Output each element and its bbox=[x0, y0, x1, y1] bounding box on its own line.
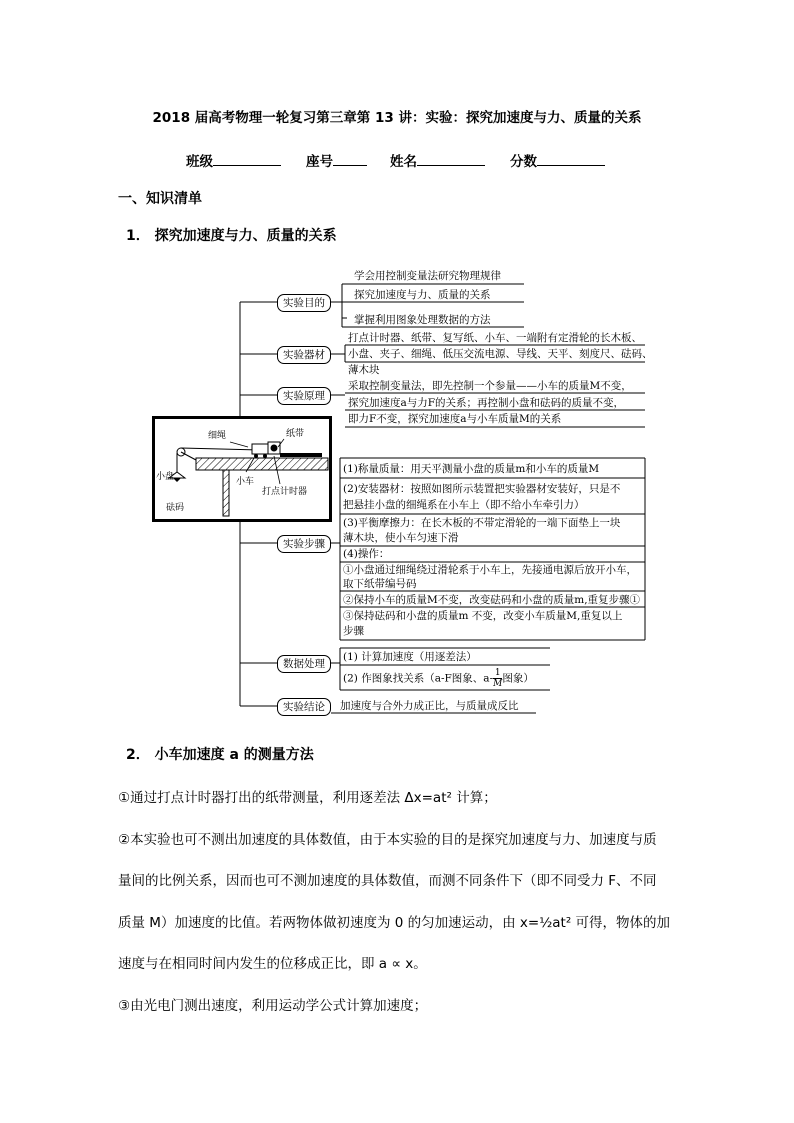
equipment-line-3: 薄木块 bbox=[348, 364, 380, 376]
purpose-item-1: 学会用控制变量法研究物理规律 bbox=[354, 270, 501, 282]
seat-label: 座号 bbox=[306, 154, 333, 170]
tape-icon bbox=[280, 453, 322, 457]
purpose-item-2: 探究加速度与力、质量的关系 bbox=[354, 289, 491, 301]
paragraph-5: 速度与在相同时间内发生的位移成正比，即 a ∝ x。 bbox=[118, 956, 427, 972]
section-1-heading: 一、知识清单 bbox=[118, 191, 202, 207]
subsection-2-heading: 2． 小车加速度 a 的测量方法 bbox=[126, 747, 314, 763]
principle-node: 实验原理 bbox=[277, 387, 331, 405]
step-2-line-1: (2)安装器材：按照如图所示装置把实验器材安装好，只是不 bbox=[343, 483, 621, 495]
equipment-node: 实验器材 bbox=[277, 346, 331, 364]
data-item-2-text: (2) 作图象找关系（a-F图象、a- bbox=[343, 672, 494, 685]
label-tape: 纸带 bbox=[286, 429, 305, 439]
step-4c-line-2: 步骤 bbox=[343, 625, 364, 637]
step-4: (4)操作： bbox=[343, 548, 390, 560]
step-4a-line-1: ①小盘通过细绳绕过滑轮系于小车上，先接通电源后放开小车， bbox=[343, 564, 637, 576]
step-4b: ②保持小车的质量M不变，改变砝码和小盘的质量m,重复步骤① bbox=[343, 594, 641, 606]
equipment-line-1: 打点计时器、纸带、复写纸、小车、一端附有定滑轮的长木板、 bbox=[348, 332, 642, 344]
fraction-1-over-M bbox=[493, 668, 502, 689]
board bbox=[196, 458, 328, 470]
step-3-line-1: (3)平衡摩擦力：在长木板的不带定滑轮的一端下面垫上一块 bbox=[343, 517, 621, 529]
step-1: (1)称量质量：用天平测量小盘的质量m和小车的质量M bbox=[343, 463, 600, 475]
purpose-node: 实验目的 bbox=[277, 294, 331, 312]
step-4c-line-1: ③保持砝码和小盘的质量m 不变，改变小车质量M,重复以上 bbox=[343, 610, 623, 622]
data-item-2 bbox=[343, 668, 534, 689]
label-weight: 砝码 bbox=[166, 503, 185, 513]
step-4a-line-2: 取下纸带编号码 bbox=[343, 578, 417, 590]
data-item-1: (1) 计算加速度（用逐差法） bbox=[343, 651, 477, 663]
paragraph-2: ②本实验也可不测出加速度的具体数值，由于本实验的目的是探究加速度与力、加速度与质 bbox=[118, 832, 657, 848]
fraction-numerator: 1 bbox=[494, 668, 501, 678]
paragraph-3: 量间的比例关系，因而也可不测加速度的具体数值，而测不同条件下（即不同受力 F、不同 bbox=[118, 873, 657, 889]
page-title: 2018 届高考物理一轮复习第三章第 13 讲：实验：探究加速度与力、质量的关系 bbox=[152, 110, 642, 126]
principle-line-1: 采取控制变量法，即先控制一个参量——小车的质量M不变， bbox=[348, 380, 632, 392]
purpose-item-3: 掌握利用图象处理数据的方法 bbox=[354, 314, 491, 326]
fraction-denominator: M bbox=[493, 679, 503, 689]
principle-line-3: 即力F不变，探究加速度a与小车质量M的关系 bbox=[348, 413, 562, 425]
principle-line-2: 探究加速度a与力F的关系；再控制小盘和砝码的质量不变， bbox=[348, 397, 625, 409]
label-tray: 小盘 bbox=[156, 472, 175, 482]
conclusion-node: 实验结论 bbox=[277, 698, 331, 716]
subsection-1-heading: 1． 探究加速度与力、质量的关系 bbox=[126, 228, 337, 244]
score-label: 分数 bbox=[510, 154, 537, 170]
equipment-line-2: 小盘、夹子、细绳、低压交流电源、导线、天平、刻度尺、砝码、 bbox=[348, 348, 653, 360]
apparatus-figure bbox=[152, 416, 332, 522]
paragraph-6: ③由光电门测出速度，利用运动学公式计算加速度； bbox=[118, 998, 428, 1014]
table-leg bbox=[223, 470, 229, 516]
data-item-2-tail: 图象） bbox=[502, 672, 534, 685]
steps-node: 实验步骤 bbox=[277, 535, 331, 553]
paragraph-4: 质量 M）加速度的比值。若两物体做初速度为 0 的匀加速运动，由 x=½at² 可得，物体的加 bbox=[118, 915, 671, 931]
label-timer: 打点计时器 bbox=[262, 487, 308, 497]
step-3-line-2: 薄木块，使小车匀速下滑 bbox=[343, 532, 459, 544]
class-label: 班级 bbox=[186, 154, 213, 170]
paragraph-1: ①通过打点计时器打出的纸带测量，利用逐差法 Δx=at² 计算； bbox=[118, 790, 497, 806]
conclusion-text: 加速度与合外力成正比，与质量成反比 bbox=[340, 700, 519, 712]
cart-icon bbox=[252, 444, 268, 454]
step-2-line-2: 把悬挂小盘的细绳系在小车上（即不给小车牵引力） bbox=[343, 499, 585, 511]
label-rope: 细绳 bbox=[208, 431, 227, 441]
data-processing-node: 数据处理 bbox=[277, 655, 331, 673]
label-cart: 小车 bbox=[236, 477, 255, 487]
name-label: 姓名 bbox=[390, 154, 417, 170]
